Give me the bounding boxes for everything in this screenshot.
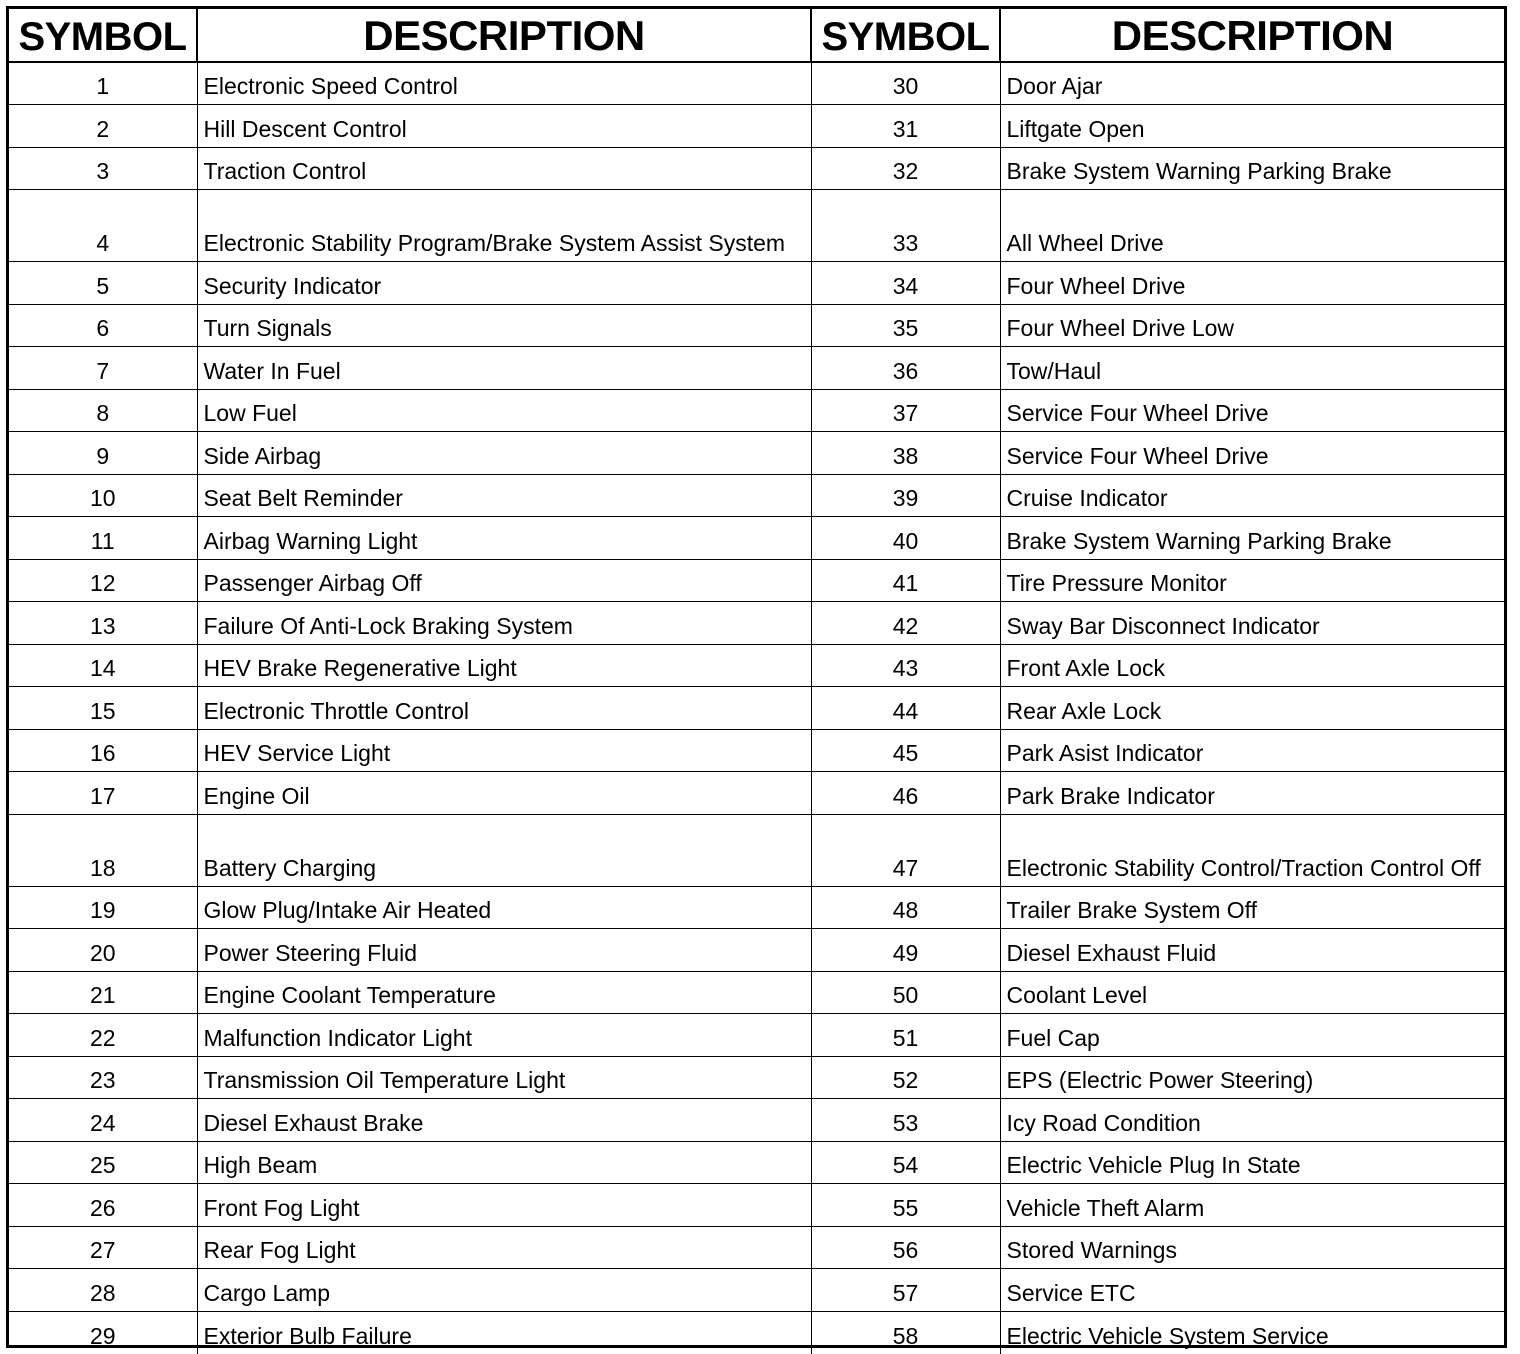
symbol-cell-right: 56	[811, 1226, 1000, 1269]
description-cell-left: Transmission Oil Temperature Light	[197, 1056, 811, 1099]
description-cell-right: Trailer Brake System Off	[1000, 886, 1504, 929]
symbol-cell-right: 54	[811, 1141, 1000, 1184]
table-row	[9, 262, 1504, 305]
table-row	[9, 1056, 1504, 1099]
symbol-cell-right: 53	[811, 1099, 1000, 1142]
symbol-cell-right: 45	[811, 729, 1000, 772]
table-row	[9, 644, 1504, 687]
description-cell-left: Cargo Lamp	[197, 1269, 811, 1312]
symbol-cell-left: 6	[9, 304, 197, 347]
description-cell-left: Seat Belt Reminder	[197, 474, 811, 517]
description-cell-left: Low Fuel	[197, 389, 811, 432]
description-cell-right: Service Four Wheel Drive	[1000, 432, 1504, 475]
description-cell-right: Icy Road Condition	[1000, 1099, 1504, 1142]
symbol-cell-right: 37	[811, 389, 1000, 432]
table-row	[9, 1226, 1504, 1269]
symbol-cell-right: 39	[811, 474, 1000, 517]
description-cell-right: Park Asist Indicator	[1000, 729, 1504, 772]
description-cell-right: Rear Axle Lock	[1000, 687, 1504, 730]
header-description-left: DESCRIPTION	[197, 9, 811, 62]
symbol-cell-left: 11	[9, 517, 197, 560]
description-cell-right: Diesel Exhaust Fluid	[1000, 929, 1504, 972]
symbol-cell-right: 55	[811, 1184, 1000, 1227]
table-row	[9, 432, 1504, 475]
header-symbol-left: SYMBOL	[9, 9, 197, 62]
table-row	[9, 602, 1504, 645]
symbol-cell-left: 4	[9, 190, 197, 262]
description-cell-right: Door Ajar	[1000, 62, 1504, 105]
symbol-cell-left: 21	[9, 971, 197, 1014]
description-cell-right: EPS (Electric Power Steering)	[1000, 1056, 1504, 1099]
symbol-cell-right: 58	[811, 1311, 1000, 1354]
description-cell-left: Electronic Stability Program/Brake System Assist System	[197, 190, 811, 262]
symbol-cell-right: 48	[811, 886, 1000, 929]
description-cell-right: Vehicle Theft Alarm	[1000, 1184, 1504, 1227]
description-cell-right: Brake System Warning Parking Brake	[1000, 517, 1504, 560]
description-cell-right: Fuel Cap	[1000, 1014, 1504, 1057]
symbol-cell-right: 57	[811, 1269, 1000, 1312]
description-cell-left: Power Steering Fluid	[197, 929, 811, 972]
table-row	[9, 190, 1504, 262]
symbol-cell-left: 19	[9, 886, 197, 929]
description-cell-right: Electronic Stability Control/Traction Control Off	[1000, 814, 1504, 886]
description-cell-right: Tire Pressure Monitor	[1000, 559, 1504, 602]
description-cell-left: Glow Plug/Intake Air Heated	[197, 886, 811, 929]
description-cell-left: Electronic Speed Control	[197, 62, 811, 105]
symbol-cell-left: 18	[9, 814, 197, 886]
symbol-cell-left: 26	[9, 1184, 197, 1227]
description-cell-left: Battery Charging	[197, 814, 811, 886]
symbol-cell-left: 12	[9, 559, 197, 602]
symbol-cell-left: 15	[9, 687, 197, 730]
symbol-cell-right: 34	[811, 262, 1000, 305]
symbol-cell-right: 44	[811, 687, 1000, 730]
description-cell-left: Traction Control	[197, 147, 811, 190]
header-symbol-right: SYMBOL	[811, 9, 1000, 62]
description-cell-left: Electronic Throttle Control	[197, 687, 811, 730]
symbol-cell-right: 35	[811, 304, 1000, 347]
description-cell-left: Front Fog Light	[197, 1184, 811, 1227]
symbol-cell-left: 17	[9, 772, 197, 815]
description-cell-right: Sway Bar Disconnect Indicator	[1000, 602, 1504, 645]
table-row	[9, 389, 1504, 432]
description-cell-right: Electric Vehicle Plug In State	[1000, 1141, 1504, 1184]
symbol-cell-right: 52	[811, 1056, 1000, 1099]
symbol-cell-right: 31	[811, 105, 1000, 148]
symbol-cell-left: 20	[9, 929, 197, 972]
symbol-cell-right: 43	[811, 644, 1000, 687]
symbol-legend-table	[9, 9, 1504, 1354]
symbol-cell-right: 30	[811, 62, 1000, 105]
table-row	[9, 929, 1504, 972]
symbol-cell-left: 25	[9, 1141, 197, 1184]
symbol-cell-left: 28	[9, 1269, 197, 1312]
table-row	[9, 1014, 1504, 1057]
table-row	[9, 1184, 1504, 1227]
description-cell-right: Four Wheel Drive Low	[1000, 304, 1504, 347]
description-cell-left: Rear Fog Light	[197, 1226, 811, 1269]
description-cell-left: Hill Descent Control	[197, 105, 811, 148]
description-cell-right: Electric Vehicle System Service	[1000, 1311, 1504, 1354]
symbol-cell-left: 14	[9, 644, 197, 687]
description-cell-left: Engine Coolant Temperature	[197, 971, 811, 1014]
symbol-cell-left: 5	[9, 262, 197, 305]
symbol-cell-right: 42	[811, 602, 1000, 645]
description-cell-left: HEV Service Light	[197, 729, 811, 772]
description-cell-right: Front Axle Lock	[1000, 644, 1504, 687]
symbol-cell-left: 8	[9, 389, 197, 432]
description-cell-right: Liftgate Open	[1000, 105, 1504, 148]
symbol-cell-left: 3	[9, 147, 197, 190]
description-cell-right: Tow/Haul	[1000, 347, 1504, 390]
table-row	[9, 971, 1504, 1014]
header-description-right: DESCRIPTION	[1000, 9, 1504, 62]
table-row	[9, 772, 1504, 815]
description-cell-left: HEV Brake Regenerative Light	[197, 644, 811, 687]
symbol-cell-left: 24	[9, 1099, 197, 1142]
table-row	[9, 1269, 1504, 1312]
symbol-cell-right: 51	[811, 1014, 1000, 1057]
table-row	[9, 304, 1504, 347]
table-row	[9, 687, 1504, 730]
description-cell-right: All Wheel Drive	[1000, 190, 1504, 262]
description-cell-left: Malfunction Indicator Light	[197, 1014, 811, 1057]
symbol-cell-left: 7	[9, 347, 197, 390]
description-cell-left: High Beam	[197, 1141, 811, 1184]
symbol-cell-right: 50	[811, 971, 1000, 1014]
description-cell-left: Failure Of Anti-Lock Braking System	[197, 602, 811, 645]
description-cell-right: Cruise Indicator	[1000, 474, 1504, 517]
symbol-legend-sheet	[6, 6, 1507, 1348]
symbol-cell-right: 47	[811, 814, 1000, 886]
description-cell-right: Park Brake Indicator	[1000, 772, 1504, 815]
table-row	[9, 729, 1504, 772]
table-row	[9, 1141, 1504, 1184]
symbol-cell-right: 41	[811, 559, 1000, 602]
symbol-cell-left: 10	[9, 474, 197, 517]
table-row	[9, 814, 1504, 886]
table-row	[9, 474, 1504, 517]
table-row	[9, 886, 1504, 929]
symbol-cell-right: 49	[811, 929, 1000, 972]
symbol-cell-left: 27	[9, 1226, 197, 1269]
legend-body	[9, 62, 1504, 1354]
symbol-cell-left: 23	[9, 1056, 197, 1099]
header-row	[9, 9, 1504, 62]
table-row	[9, 147, 1504, 190]
symbol-cell-right: 38	[811, 432, 1000, 475]
description-cell-right: Service ETC	[1000, 1269, 1504, 1312]
symbol-cell-right: 40	[811, 517, 1000, 560]
table-row	[9, 347, 1504, 390]
description-cell-left: Engine Oil	[197, 772, 811, 815]
description-cell-left: Diesel Exhaust Brake	[197, 1099, 811, 1142]
symbol-cell-right: 33	[811, 190, 1000, 262]
symbol-cell-left: 29	[9, 1311, 197, 1354]
description-cell-right: Coolant Level	[1000, 971, 1504, 1014]
table-row	[9, 1099, 1504, 1142]
description-cell-left: Security Indicator	[197, 262, 811, 305]
table-row	[9, 559, 1504, 602]
table-row	[9, 517, 1504, 560]
symbol-cell-left: 13	[9, 602, 197, 645]
symbol-cell-left: 2	[9, 105, 197, 148]
description-cell-left: Airbag Warning Light	[197, 517, 811, 560]
table-row	[9, 1311, 1504, 1354]
table-row	[9, 105, 1504, 148]
description-cell-left: Turn Signals	[197, 304, 811, 347]
description-cell-right: Four Wheel Drive	[1000, 262, 1504, 305]
symbol-cell-left: 22	[9, 1014, 197, 1057]
symbol-cell-left: 9	[9, 432, 197, 475]
description-cell-right: Brake System Warning Parking Brake	[1000, 147, 1504, 190]
symbol-cell-left: 1	[9, 62, 197, 105]
description-cell-right: Stored Warnings	[1000, 1226, 1504, 1269]
description-cell-left: Side Airbag	[197, 432, 811, 475]
table-row	[9, 62, 1504, 105]
description-cell-right: Service Four Wheel Drive	[1000, 389, 1504, 432]
symbol-cell-right: 32	[811, 147, 1000, 190]
symbol-cell-right: 36	[811, 347, 1000, 390]
symbol-cell-left: 16	[9, 729, 197, 772]
symbol-cell-right: 46	[811, 772, 1000, 815]
description-cell-left: Water In Fuel	[197, 347, 811, 390]
description-cell-left: Exterior Bulb Failure	[197, 1311, 811, 1354]
description-cell-left: Passenger Airbag Off	[197, 559, 811, 602]
